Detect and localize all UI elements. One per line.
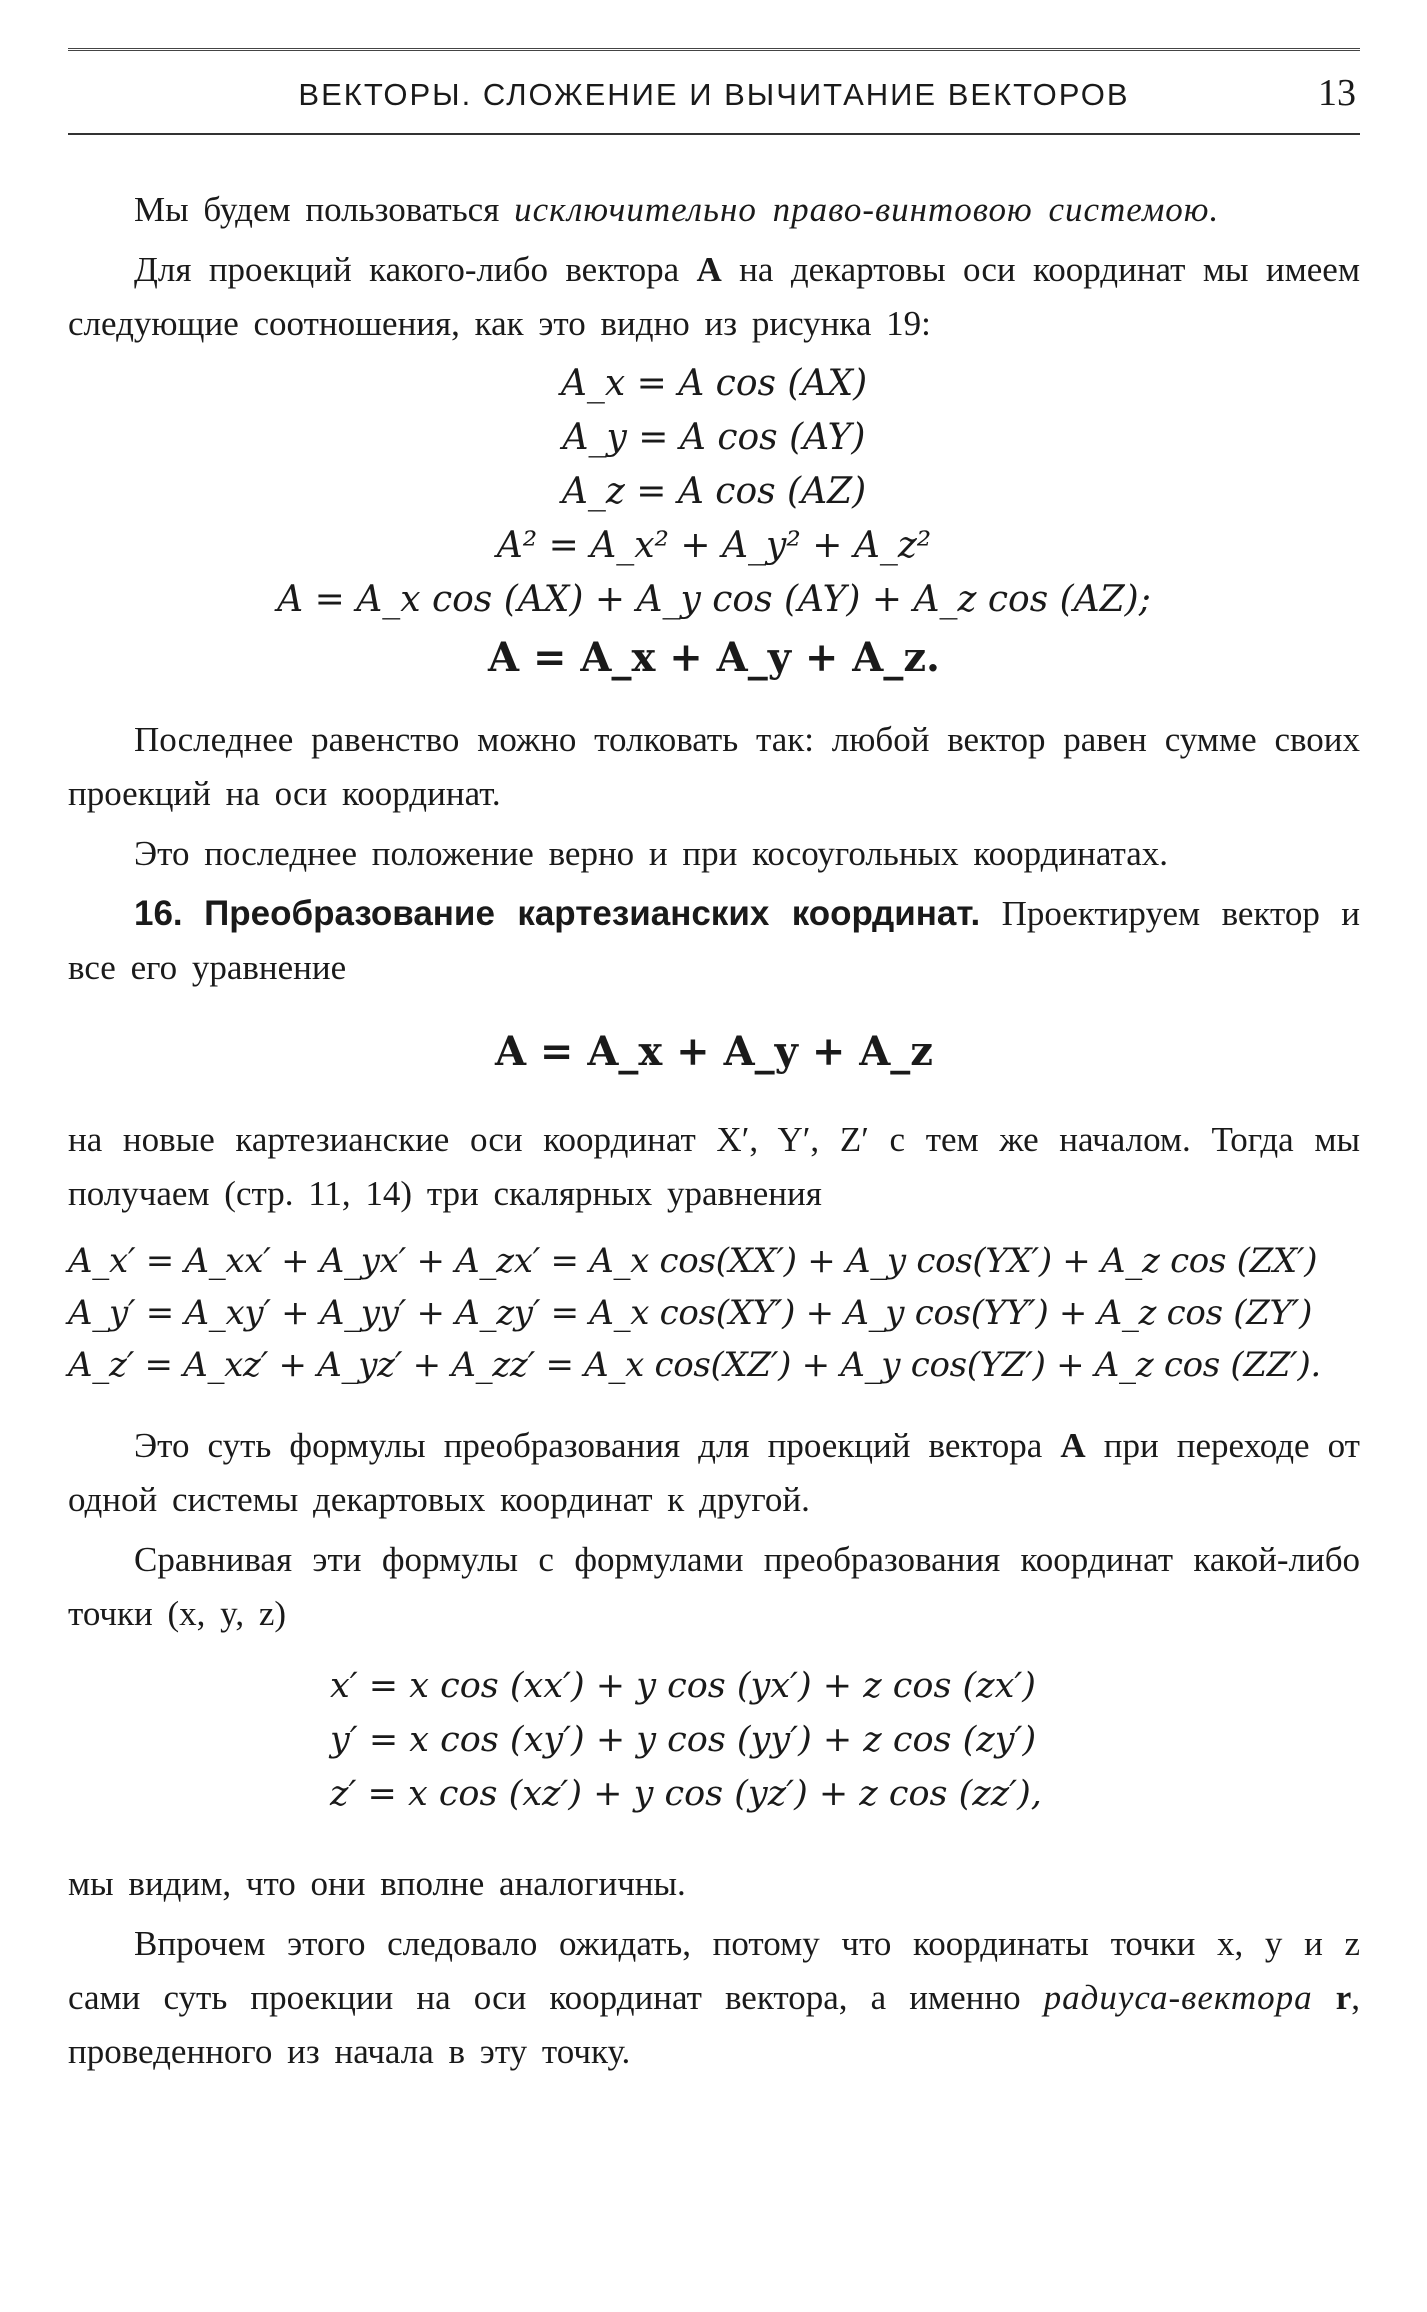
header-rule (68, 133, 1360, 135)
section-number: 16. (134, 894, 183, 933)
main-equation-block (68, 1021, 1360, 1083)
paragraph-analogy: мы видим, что они вполне аналогичны. (68, 1864, 686, 1903)
formula-line: A_y = A cos (AY) (562, 417, 866, 458)
formula-line: A_x = A cos (AX) (560, 363, 868, 404)
formula-line: x′ = x cos (xx′) + y cos (yx′) + z cos (zx′) (330, 1666, 1036, 1706)
formula-line: A² = A_x² + A_y² + A_z² (496, 525, 932, 566)
running-title: ВЕКТОРЫ. СЛОЖЕНИЕ И ВЫЧИТАНИЕ ВЕКТОРОВ (298, 77, 1130, 112)
paragraph-oblique-coordinates: Это последнее положение верно и при косоугольных координатах. (134, 834, 1169, 873)
point-transformation-formulas (68, 1659, 1360, 1821)
page-number: 13 (1318, 72, 1356, 114)
header-double-rule (68, 48, 1360, 55)
paragraph-interpretation: Последнее равенство можно толковать так: любой вектор равен сумме своих проекций на оси координат. (68, 720, 1360, 813)
projection-formulas (68, 357, 1360, 689)
page-header (68, 69, 1360, 123)
section-title: Преобразование картезианских координат. (204, 894, 981, 933)
main-equation: A = A_x + A_y + A_z (494, 1028, 934, 1075)
paragraph-new-axes: на новые картезианские оси координат X′, Y′, Z′ с тем же началом. Тогда мы получаем (стр. 11, 14) три скалярных уравнения (68, 1120, 1360, 1213)
paragraph-comparison: Сравнивая эти формулы с формулами преобразования координат какой-либо точки (x, y, z) (68, 1540, 1360, 1633)
formula-line-vector-sum: A = A_x + A_y + A_z. (488, 634, 940, 681)
formula-line: A_z′ = A_xz′ + A_yz′ + A_zz′ = A_x cos(XZ′) + A_y cos(YZ′) + A_z cos (ZZ′). (68, 1345, 1321, 1385)
paragraph-projections-intro: Для проекций какого-либо вектора A на декартовы оси координат мы имеем следующие соотношения, как это видно из рисунка 19: (68, 250, 1360, 343)
paragraph-right-handed-system: Мы будем пользоваться исключительно право-винтовою системою. (134, 190, 1220, 229)
paragraph-radius-vector: Впрочем этого следовало ожидать, потому что координаты точки x, y и z сами суть проекции на оси координат вектора, а именно радиуса-вектора r, проведенного из начала в эту точку. (68, 1924, 1360, 2071)
vector-transformation-formulas (68, 1235, 1360, 1391)
formula-line: A_y′ = A_xy′ + A_yy′ + A_zy′ = A_x cos(XY′) + A_y cos(YY′) + A_z cos (ZY′) (68, 1293, 1313, 1333)
section-paragraph: 16. Преобразование картезианских координат. Проектируем вектор и все его уравнение (68, 894, 1360, 987)
book-page (68, 48, 1360, 2085)
formula-line: y′ = x cos (xy′) + y cos (yy′) + z cos (zy′) (330, 1720, 1037, 1760)
formula-line: A_x′ = A_xx′ + A_yx′ + A_zx′ = A_x cos(XX′) + A_y cos(YX′) + A_z cos (ZX′) (68, 1241, 1318, 1281)
formula-line: z′ = x cos (xz′) + y cos (yz′) + z cos (zz′), (330, 1774, 1042, 1814)
formula-line: A = A_x cos (AX) + A_y cos (AY) + A_z cos (AZ); (277, 579, 1151, 620)
formula-line: A_z = A cos (AZ) (561, 471, 867, 512)
paragraph-transformation-meaning: Это суть формулы преобразования для проекций вектора A при переходе от одной системы декартовых координат к другой. (68, 1426, 1360, 1519)
